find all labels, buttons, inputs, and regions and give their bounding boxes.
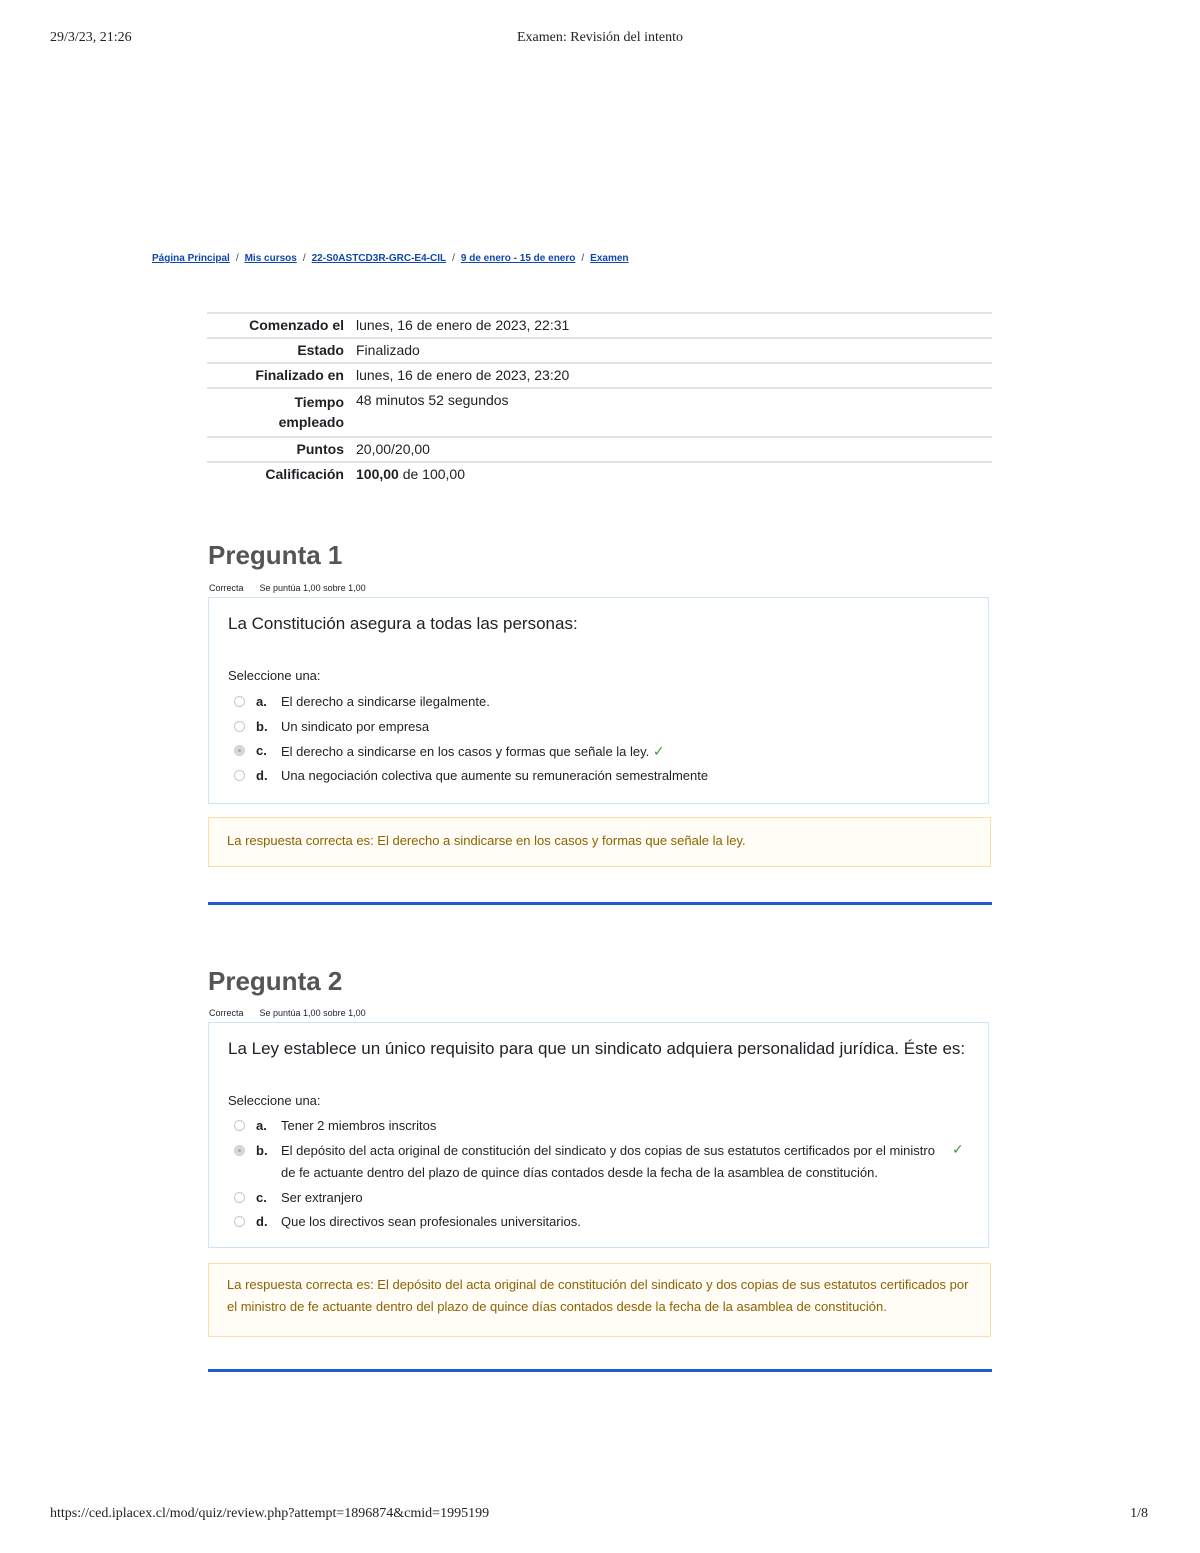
- print-footer: [0, 1506, 1200, 1526]
- summary-value: 48 minutos 52 segundos: [350, 388, 992, 437]
- option-letter: c.: [256, 743, 267, 758]
- summary-row-points: [207, 437, 992, 462]
- option-text: Tener 2 miembros inscritos: [281, 1118, 437, 1133]
- option-text: Que los directivos sean profesionales universitarios.: [281, 1214, 581, 1229]
- breadcrumb-separator: /: [452, 253, 455, 264]
- check-icon: ✓: [652, 743, 665, 759]
- attempt-summary-table: [207, 312, 992, 486]
- summary-label-text: Tiempo empleado: [278, 394, 344, 430]
- option-text: Una negociación colectiva que aumente su remuneración semestralmente: [281, 768, 709, 783]
- option-letter: a.: [256, 1118, 267, 1133]
- breadcrumb-exam[interactable]: Examen: [590, 253, 629, 264]
- radio-icon[interactable]: [234, 770, 245, 781]
- select-prompt: Seleccione una:: [228, 668, 321, 683]
- print-header: [0, 30, 1200, 50]
- option-text: El derecho a sindicarse ilegalmente.: [281, 694, 490, 709]
- option-text: Ser extranjero: [281, 1190, 363, 1205]
- print-url: https://ced.iplacex.cl/mod/quiz/review.php?attempt=1896874&cmid=1995199: [50, 1506, 490, 1521]
- radio-icon[interactable]: [234, 1120, 245, 1131]
- select-prompt: Seleccione una:: [228, 1093, 321, 1108]
- breadcrumb-separator: /: [302, 253, 306, 264]
- question-title: Pregunta 1: [208, 540, 343, 570]
- breadcrumb-home[interactable]: Página Principal: [152, 253, 230, 264]
- summary-label: Finalizado en: [207, 363, 350, 388]
- breadcrumb-course[interactable]: 22-S0ASTCD3R-GRC-E4-CIL: [311, 253, 447, 264]
- correct-answer-feedback: La respuesta correcta es: El depósito del acta original de constitución del sindicato y dos copias de sus estatutos certificados por el ministro de fe actuante dentro del plazo de quince días contados desde la fecha de la asamblea de constitución.: [208, 1263, 991, 1337]
- summary-row-grade: [207, 462, 992, 486]
- option-letter: d.: [256, 1214, 268, 1229]
- grade-total: de 100,00: [398, 466, 465, 482]
- summary-row-state: [207, 338, 992, 363]
- print-datetime: 29/3/23, 21:26: [50, 30, 132, 45]
- option-text-value: El derecho a sindicarse en los casos y formas que señale la ley.: [281, 744, 650, 759]
- summary-row-finished: [207, 363, 992, 388]
- option-letter: b.: [256, 719, 268, 734]
- question-status: Correcta: [209, 583, 244, 593]
- question-meta: [209, 583, 366, 593]
- check-icon: ✓: [952, 1141, 964, 1157]
- summary-value: lunes, 16 de enero de 2023, 22:31: [350, 313, 992, 338]
- option-text: [281, 740, 941, 763]
- question-grade: Se puntúa 1,00 sobre 1,00: [259, 583, 366, 593]
- summary-value: lunes, 16 de enero de 2023, 23:20: [350, 363, 992, 388]
- question-meta: [209, 1008, 366, 1018]
- question-box: [208, 597, 989, 804]
- question-box: [208, 1022, 989, 1248]
- option-letter: a.: [256, 694, 267, 709]
- question-text: La Ley establece un único requisito para que un sindicato adquiera personalidad jurídica. Éste es:: [228, 1039, 966, 1058]
- radio-icon[interactable]: [234, 1192, 245, 1203]
- option-letter: c.: [256, 1190, 267, 1205]
- breadcrumb-separator: /: [235, 253, 239, 264]
- print-page-number: 1/8: [1130, 1506, 1148, 1521]
- radio-icon[interactable]: [234, 1145, 245, 1156]
- radio-icon[interactable]: [234, 1216, 245, 1227]
- option-text: Un sindicato por empresa: [281, 719, 430, 734]
- question-divider: [208, 1369, 992, 1372]
- question-grade: Se puntúa 1,00 sobre 1,00: [259, 1008, 366, 1018]
- summary-label: Calificación: [207, 462, 350, 486]
- print-title: Examen: Revisión del intento: [516, 30, 684, 45]
- breadcrumb-separator: /: [581, 253, 585, 264]
- breadcrumb: [152, 253, 629, 264]
- option-text: El depósito del acta original de constitución del sindicato y dos copias de sus estatutos certificados por el ministro de fe actuante dentro del plazo de quince días contados desde la fecha de la asamblea de constitución.: [281, 1143, 935, 1180]
- correct-answer-feedback: La respuesta correcta es: El derecho a sindicarse en los casos y formas que señale la ley.: [208, 817, 991, 867]
- option-letter: b.: [256, 1143, 268, 1158]
- question-text: La Constitución asegura a todas las personas:: [228, 614, 578, 633]
- summary-row-time: [207, 388, 992, 437]
- radio-icon[interactable]: [234, 745, 245, 756]
- radio-icon[interactable]: [234, 696, 245, 707]
- grade-value: 100,00: [356, 466, 399, 482]
- summary-label: Puntos: [207, 437, 350, 462]
- summary-label: Estado: [207, 338, 350, 363]
- summary-value: [350, 462, 992, 486]
- radio-icon[interactable]: [234, 721, 245, 732]
- summary-value: 20,00/20,00: [350, 437, 992, 462]
- question-title: Pregunta 2: [208, 966, 343, 996]
- breadcrumb-week[interactable]: 9 de enero - 15 de enero: [460, 253, 576, 264]
- summary-label: [207, 388, 350, 437]
- option-letter: d.: [256, 768, 268, 783]
- answer-option-selected[interactable]: [234, 1141, 964, 1187]
- summary-label: Comenzado el: [207, 313, 350, 338]
- breadcrumb-my-courses[interactable]: Mis cursos: [244, 253, 297, 264]
- question-status: Correcta: [209, 1008, 244, 1018]
- summary-value: Finalizado: [350, 338, 992, 363]
- question-divider: [208, 902, 992, 905]
- summary-row-started: [207, 313, 992, 338]
